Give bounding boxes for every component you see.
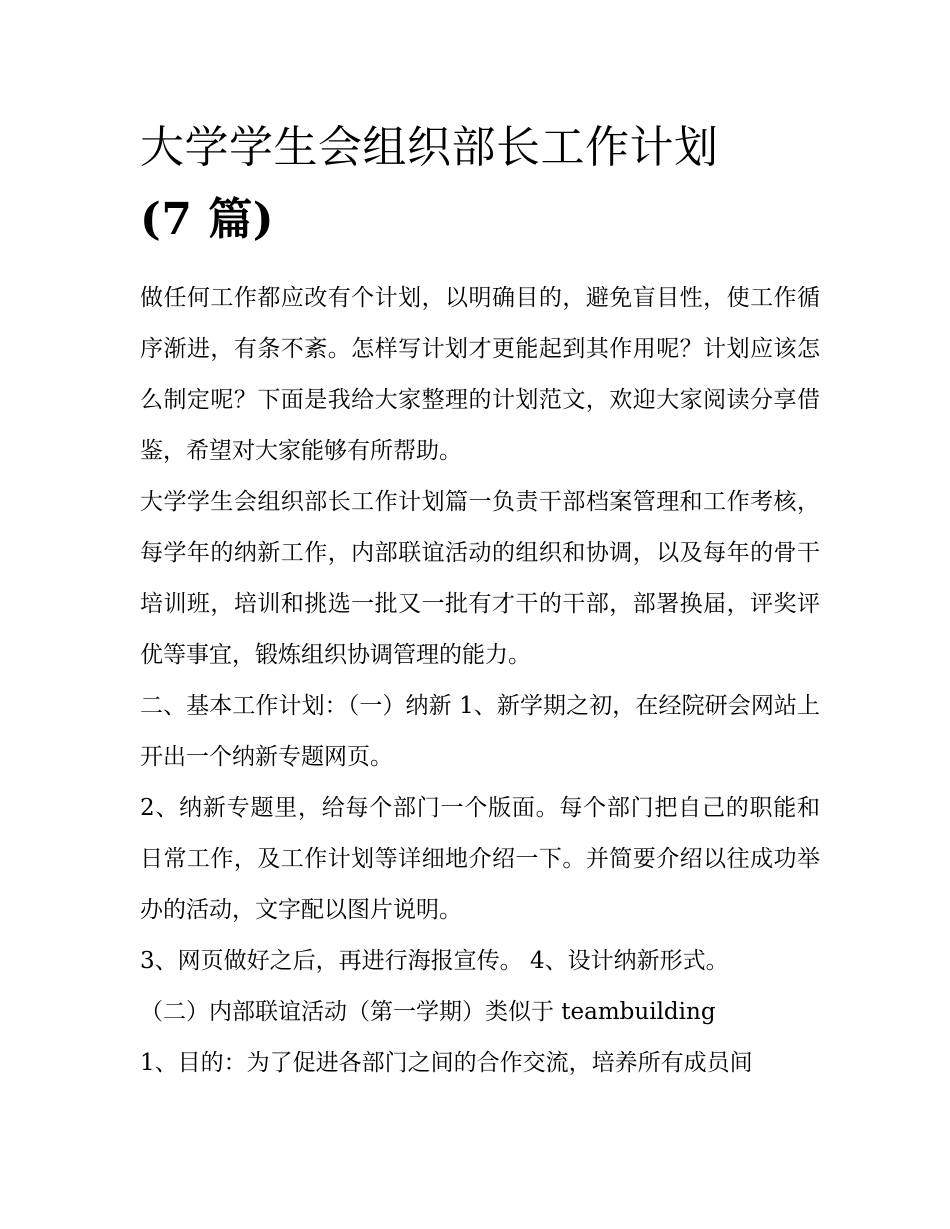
paragraph-item-2: 2、纳新专题里，给每个部门一个版面。每个部门把自己的职能和日常工作，及工作计划等详细地介绍一下。并简要介绍以往成功举办的活动，文字配以图片说明。	[140, 795, 820, 923]
paragraph-item-3-4: 3、网页做好之后，再进行海报宣传。 4、设计纳新形式。	[140, 948, 729, 974]
paragraph-intro: 做任何工作都应改有个计划，以明确目的，避免盲目性，使工作循序渐进，有条不紊。怎样写计划才更能起到其作用呢？计划应该怎么制定呢？下面是我给大家整理的计划范文，欢迎大家阅读分享借鉴，希望对大家能够有所帮助。	[140, 285, 820, 464]
document-title	[140, 112, 820, 256]
paragraph-purpose: 1、目的：为了促进各部门之间的合作交流，培养所有成员间	[140, 1050, 753, 1076]
title-main: 大学学生会组织部长工作计划	[140, 122, 719, 173]
paragraph-plan-one: 大学学生会组织部长工作计划篇一负责干部档案管理和工作考核，每学年的纳新工作，内部联谊活动的组织和协调，以及每年的骨干培训班，培训和挑选一批又一批有才干的干部，部署换届，评奖评优等事宜，锻炼组织协调管理的能力。	[140, 489, 820, 668]
title-count: (7 篇)	[140, 194, 275, 245]
document-content	[140, 112, 820, 1089]
paragraph-basic-plan: 二、基本工作计划：（一）纳新 1、新学期之初，在经院研会网站上开出一个纳新专题网页。	[140, 693, 820, 770]
paragraph-section-2: （二）内部联谊活动（第一学期）类似于 teambuilding	[140, 999, 716, 1025]
document-body	[140, 273, 820, 1089]
